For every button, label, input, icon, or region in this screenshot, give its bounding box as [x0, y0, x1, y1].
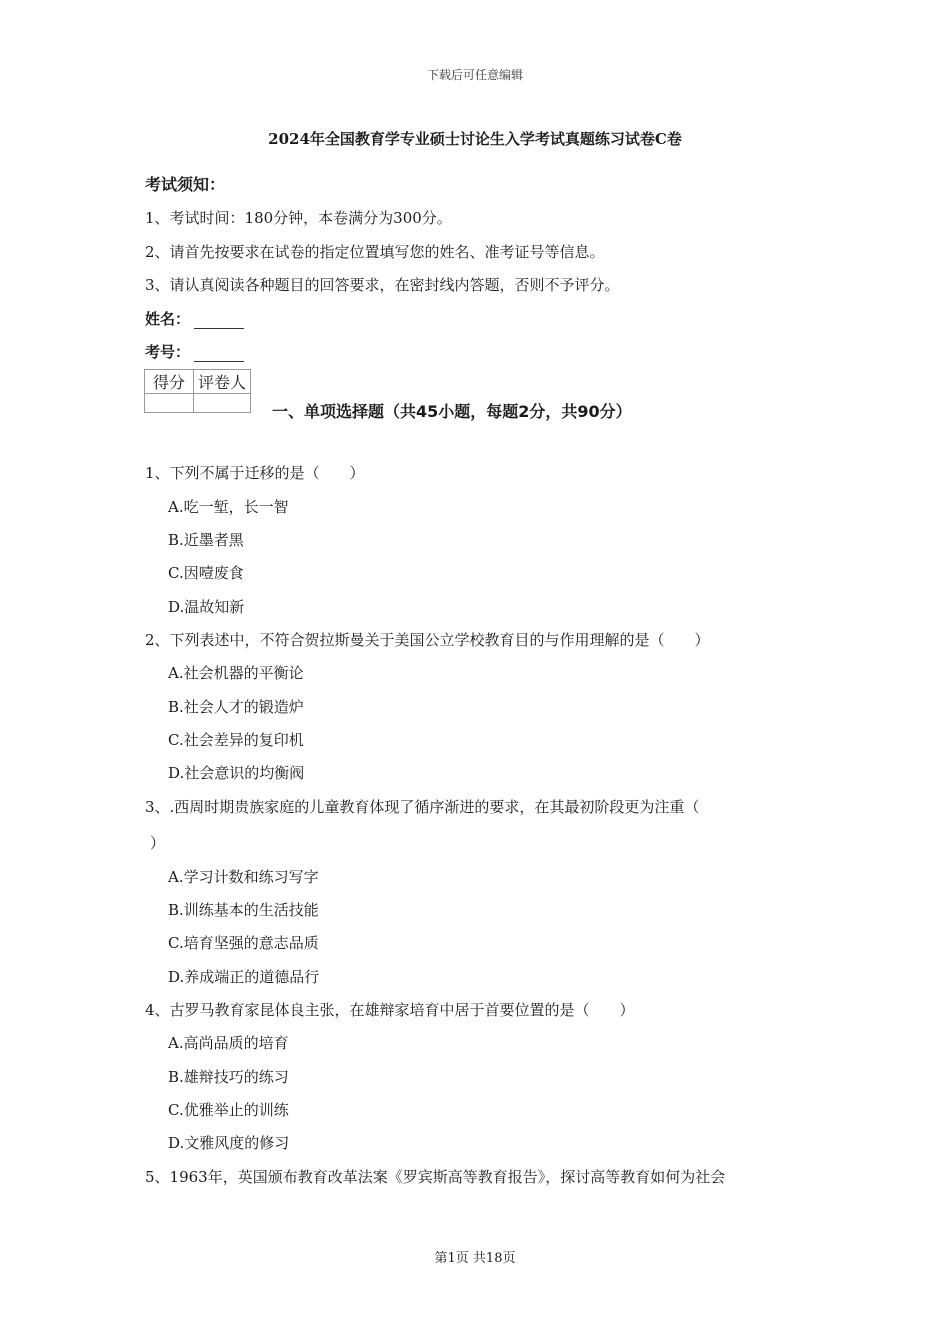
- question-option: B.雄辩技巧的练习: [168, 1068, 289, 1086]
- section-title: 一、单项选择题（共45小题，每题2分，共90分）: [272, 402, 632, 421]
- question-option: A.社会机器的平衡论: [168, 664, 304, 682]
- page-footer: 第1页 共18页: [434, 1251, 516, 1266]
- question-stem: 3、.西周时期贵族家庭的儿童教育体现了循序渐进的要求，在其最初阶段更为注重（: [145, 798, 700, 816]
- id-field: [145, 341, 244, 362]
- question-option: D.文雅风度的修习: [168, 1134, 290, 1152]
- score-cell[interactable]: [145, 394, 194, 413]
- question-option: B.训练基本的生活技能: [168, 901, 319, 919]
- name-label: 姓名：: [145, 310, 191, 328]
- name-blank[interactable]: [194, 314, 244, 329]
- name-field: [145, 308, 244, 329]
- id-label: 考号：: [145, 343, 191, 361]
- question-option: C.因噎废食: [168, 564, 244, 582]
- grader-cell[interactable]: [194, 394, 251, 413]
- question-option: B.社会人才的锻造炉: [168, 698, 304, 716]
- question-stem: 2、下列表述中，不符合贺拉斯曼关于美国公立学校教育目的与作用理解的是（ ）: [145, 631, 710, 649]
- question-option: D.养成端正的道德品行: [168, 968, 320, 986]
- question-option: A.高尚品质的培育: [168, 1034, 289, 1052]
- question-stem-continued: ）: [150, 834, 166, 852]
- score-table: [144, 369, 251, 413]
- score-header: 得分: [145, 370, 194, 394]
- question-option: D.温故知新: [168, 598, 245, 616]
- question-option: B.近墨者黑: [168, 531, 244, 549]
- question-stem: 4、古罗马教育家昆体良主张，在雄辩家培育中居于首要位置的是（ ）: [145, 1001, 635, 1019]
- question-option: A.学习计数和练习写字: [168, 868, 319, 886]
- question-option: C.培育坚强的意志品质: [168, 934, 319, 952]
- header-note: 下载后可任意编辑: [426, 68, 523, 82]
- question-stem: 5、1963年，英国颁布教育改革法案《罗宾斯高等教育报告》，探讨高等教育如何为社会: [145, 1168, 726, 1186]
- question-stem: 1、下列不属于迁移的是（ ）: [145, 464, 365, 482]
- question-option: D.社会意识的均衡阀: [168, 764, 305, 782]
- question-option: C.社会差异的复印机: [168, 731, 304, 749]
- notice-item: 3、请认真阅读各种题目的回答要求，在密封线内答题，否则不予评分。: [145, 276, 620, 294]
- notice-item: 2、请首先按要求在试卷的指定位置填写您的姓名、准考证号等信息。: [145, 243, 605, 261]
- question-option: C.优雅举止的训练: [168, 1101, 289, 1119]
- notice-item: 1、考试时间：180分钟，本卷满分为300分。: [145, 209, 452, 227]
- grader-header: 评卷人: [194, 370, 251, 394]
- question-option: A.吃一堑，长一智: [168, 498, 289, 516]
- exam-title: 2024年全国教育学专业硕士讨论生入学考试真题练习试卷C卷: [268, 130, 682, 148]
- id-blank[interactable]: [194, 347, 244, 362]
- notice-heading: 考试须知：: [145, 175, 226, 194]
